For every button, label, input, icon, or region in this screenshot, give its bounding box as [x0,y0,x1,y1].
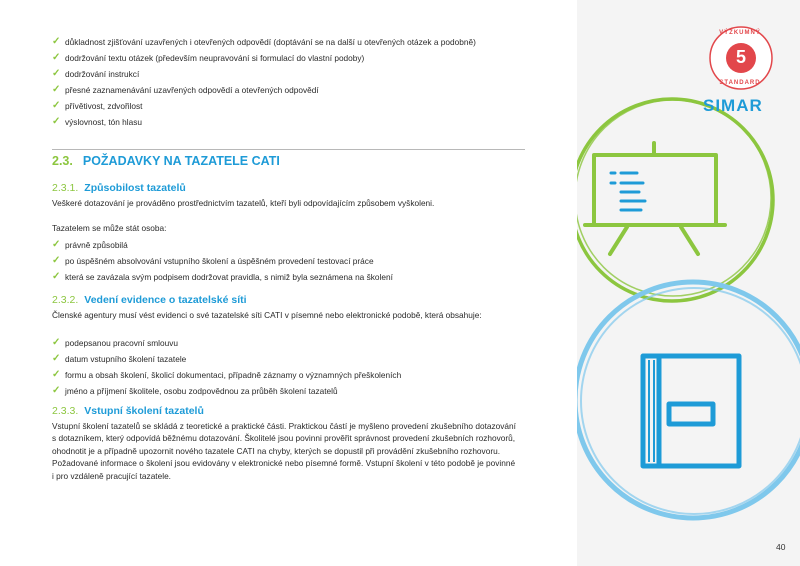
presentation-board-icon [585,143,725,254]
subsection-heading-records: 2.3.2. Vedení evidence o tazatelské síti [52,294,247,306]
badge-number: 5 [735,47,746,67]
sidebar-graphics [577,0,800,566]
list-item: ✓ jméno a příjmení školitele, osobu zodpovědnou za průběh školení tazatelů [52,383,527,399]
list-item: ✓ po úspěšném absolvování vstupního školení a úspěšném provedení testovací práce [52,253,527,269]
check-icon: ✓ [52,369,61,380]
competence-list [52,237,527,285]
top-checklist [52,34,527,130]
check-icon: ✓ [52,255,61,266]
check-icon: ✓ [52,68,61,79]
section-heading: 2.3. POŽADAVKY NA TAZATELE CATI [52,154,280,168]
check-icon: ✓ [52,52,61,63]
section-divider [52,149,525,150]
list-item: ✓ důkladnost zjišťování uzavřených i otevřených odpovědí (doptávání se na další u otevřených otázek a podobně) [52,34,527,50]
paragraph-competence: Veškeré dotazování je prováděno prostřednictvím tazatelů, kteří byli odpovídajícím způsobem vyškoleni. [52,198,435,208]
subsection-heading-training: 2.3.3. Vstupní školení tazatelů [52,405,204,417]
records-list [52,335,527,399]
list-item: ✓ dodržování instrukcí [52,66,527,82]
list-item: ✓ která se zavázala svým podpisem dodržovat pravidla, s nimiž byla seznámena na školení [52,269,527,285]
book-spine-lines [649,360,654,462]
list-item: ✓ přesné zaznamenávání uzavřených odpovědí a otevřených odpovědí [52,82,527,98]
check-icon: ✓ [52,36,61,47]
list-item: ✓ výslovnost, tón hlasu [52,114,527,130]
list-item: ✓ datum vstupního školení tazatele [52,351,527,367]
check-icon: ✓ [52,100,61,111]
list-item: ✓ podepsanou pracovní smlouvu [52,335,527,351]
check-icon: ✓ [52,353,61,364]
badge-arc-top: VÝZKUMNÝ [719,30,761,36]
board-text-lines [611,173,645,210]
blue-circle-ring [577,282,800,518]
paragraph-intro: Tazatelem se může stát osoba: [52,223,167,233]
check-icon: ✓ [52,239,61,250]
subsection-heading-competence: 2.3.1. Způsobilost tazatelů [52,182,186,194]
paragraph-training: Vstupní školení tazatelů se skládá z teoretické a praktické části. Praktickou částí je myšleno provedení zkušebního dotazování s dotazníkem, který odpovídá běžnému dotazování. Školitelé jsou povinni prověřit správnost provedení zkušebních rozhovorů, ohodnotit je a případně upozornit nového tazatele CATI na chyby, kterých se dopustil při provádění zkušebního rozhovoru. Požadované informace o školení jsou evidovány v elektronické nebo písemné formě. Vstupní školení v této podobě je povinné i pro vzdáleně pracující tazatele. [52,421,516,481]
check-icon: ✓ [52,271,61,282]
check-icon: ✓ [52,84,61,95]
list-item: ✓ formu a obsah školení, školicí dokumentaci, případně záznamy o významných přeškoleních [52,367,527,383]
check-icon: ✓ [52,337,61,348]
book-icon [643,356,739,466]
page-number: 40 [776,542,786,552]
paragraph-records: Členské agentury musí vést evidenci o své tazatelské síti CATI v písemné nebo elektronické podobě, která obsahuje: [52,310,482,320]
simar-logo: SIMAR [703,96,763,115]
list-item: ✓ dodržování textu otázek (především neupravování si formulací do vlastní podoby) [52,50,527,66]
badge-arc-bottom: STANDARD [719,80,761,86]
list-item: ✓ přívětivost, zdvořilost [52,98,527,114]
check-icon: ✓ [52,385,61,396]
list-item: ✓ právně způsobilá [52,237,527,253]
green-circle-ring [577,99,773,301]
check-icon: ✓ [52,116,61,127]
